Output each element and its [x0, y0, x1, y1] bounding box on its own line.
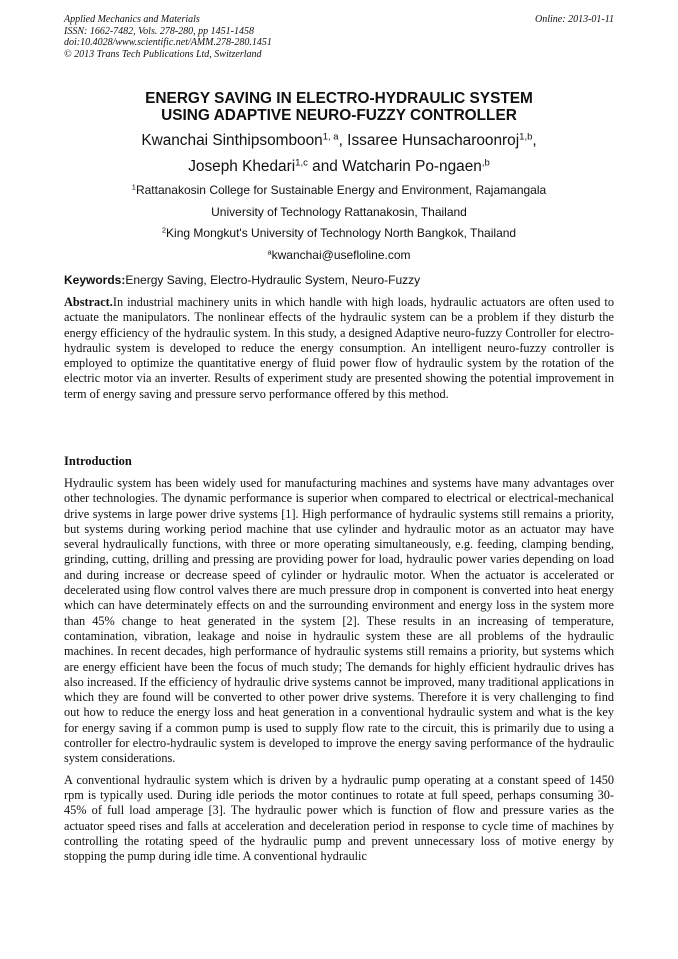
author-name: Joseph Khedari [188, 158, 296, 175]
keywords [64, 273, 614, 287]
abstract-label: Abstract. [64, 295, 113, 309]
author-sup: 1, a [322, 131, 339, 143]
paragraph: Hydraulic system has been widely used for manufacturing machines and systems have many advantages over other technologies. The dynamic performance is superior when compared to electrical or electrical-mechanical drive systems in large power drive systems [1]. High performance of hydraulic systems still remains a priority, but systems during working period machine that use cylinder and hydraulic motor as an actuator may have several hydraulically functions, with three or more operating simultaneously, e.g. feeding, clamping bending, grinding, cutting, drilling and pressing are providing power for load, hydraulic power varies depending on load and during increase or decrease speed of cylinder or hydraulic motor. When the actuator is accelerated or decelerated using flow control valves there are much pressure drop in component is converted into heat energy which can have determinately effects on and the surrounding environment and energy loss in the system more than 45% change to heat generated in the system [2]. These results in an increasing of temperature, contamination, vibration, leakage and noise in hydraulic system these are all problems of the hydraulic machines. In recent decades, high performance of hydraulic systems still remains a priority, but systems which are energy efficient have been the focus of much study; The demands for highly efficient hydraulic drives has also increased. If the efficiency of hydraulic drive systems cannot be improved, many traditional applications in which they are found will be converted to other power drive systems. Therefore it is very challenging to find out how to reduce the energy loss and heat generation in a conventional hydraulic system and what is the key for energy saving if a common pump is used to supply flow rate to the circuit, this is primarily due to using a controller for electro-hydraulic system is developed to improve the energy saving performance of the hydraulic system considerations. [64, 476, 614, 766]
affiliations [40, 180, 638, 266]
affiliation-text: Rattanakosin College for Sustainable Energy and Environment, Rajamangala [135, 183, 547, 197]
email-sup: a [267, 247, 272, 257]
author-line-2 [40, 154, 638, 180]
title-line-1: ENERGY SAVING IN ELECTRO-HYDRAULIC SYSTEM [145, 90, 533, 107]
introduction-heading: Introduction [64, 454, 132, 468]
author-separator: , [338, 132, 348, 149]
paper-title [60, 90, 618, 124]
affiliation-text: King Mongkut's University of Technology North Bangkok, Thailand [166, 226, 517, 240]
title-line-2: USING ADAPTIVE NEURO-FUZZY CONTROLLER [161, 107, 517, 124]
email-text: kwanchai@usefloline.com [271, 247, 411, 262]
keywords-text: Energy Saving, Electro-Hydraulic System, Neuro-Fuzzy [125, 273, 421, 287]
journal-header [64, 14, 614, 60]
introduction-body [64, 476, 614, 870]
online-date: Online: 2013-01-11 [535, 14, 614, 25]
author-sup: ,b [481, 157, 490, 169]
author-email [40, 245, 638, 267]
abstract-text: In industrial machinery units in which handle with high loads, hydraulic actuators are often used to actuate the manipulators. The nonlinear effects of the hydraulic system can be a problem if they disturb the energy efficiency of the hydraulic system. In this study, a designed Adaptive neuro-fuzzy Controller for electro-hydraulic system is developed to reduce the energy consumption. An intelligent neuro-fuzzy controller is employed to optimize the quantitative energy of fluid power flow of hydraulic system by the rotation of the electric motor via an inverter. Results of experiment study are presented showing the potential improvement in term of energy saving and pressure servo performance offered by this method. [64, 295, 614, 401]
doi-line: doi:10.4028/www.scientific.net/AMM.278-280.1451 [64, 37, 272, 48]
affiliation-1-line-2: University of Technology Rattanakosin, Thailand [211, 204, 467, 219]
author-name: Kwanchai Sinthipsomboon [141, 132, 323, 149]
author-list [40, 128, 638, 180]
author-sup: 1,b [519, 131, 533, 143]
author-separator: and [307, 158, 343, 175]
affiliation-sup: 2 [161, 225, 167, 235]
paragraph: A conventional hydraulic system which is driven by a hydraulic pump operating at a constant speed of 1450 rpm is typically used. During idle periods the motor continues to rotate at full speed, perhaps consuming 30-45% of full load amperage [3]. The hydraulic power which is function of flow and pressure varies as the actuator speed rises and falls at acceleration and deceleration period in response to cycle time of machines by controlling the rotating speed of the hydraulic pump and prevent unnecessary loss of motive energy by stopping the pump during idle time. A conventional hydraulic [64, 772, 614, 864]
author-separator: , [532, 132, 537, 149]
affiliation-2 [40, 223, 638, 245]
author-name: Watcharin Po-ngaen [342, 158, 482, 175]
author-line-1 [40, 128, 638, 154]
copyright-line: © 2013 Trans Tech Publications Ltd, Switzerland [64, 48, 262, 60]
author-sup: 1,c [295, 157, 308, 169]
abstract [64, 295, 614, 402]
keywords-label: Keywords: [64, 273, 126, 287]
issn-line: ISSN: 1662-7482, Vols. 278-280, pp 1451-1458 [64, 25, 254, 37]
affiliation-1-line-1 [40, 180, 638, 202]
journal-name: Applied Mechanics and Materials [64, 14, 200, 25]
author-name: Issaree Hunsacharoonroj [347, 132, 520, 149]
affiliation-sup: 1 [131, 182, 136, 192]
